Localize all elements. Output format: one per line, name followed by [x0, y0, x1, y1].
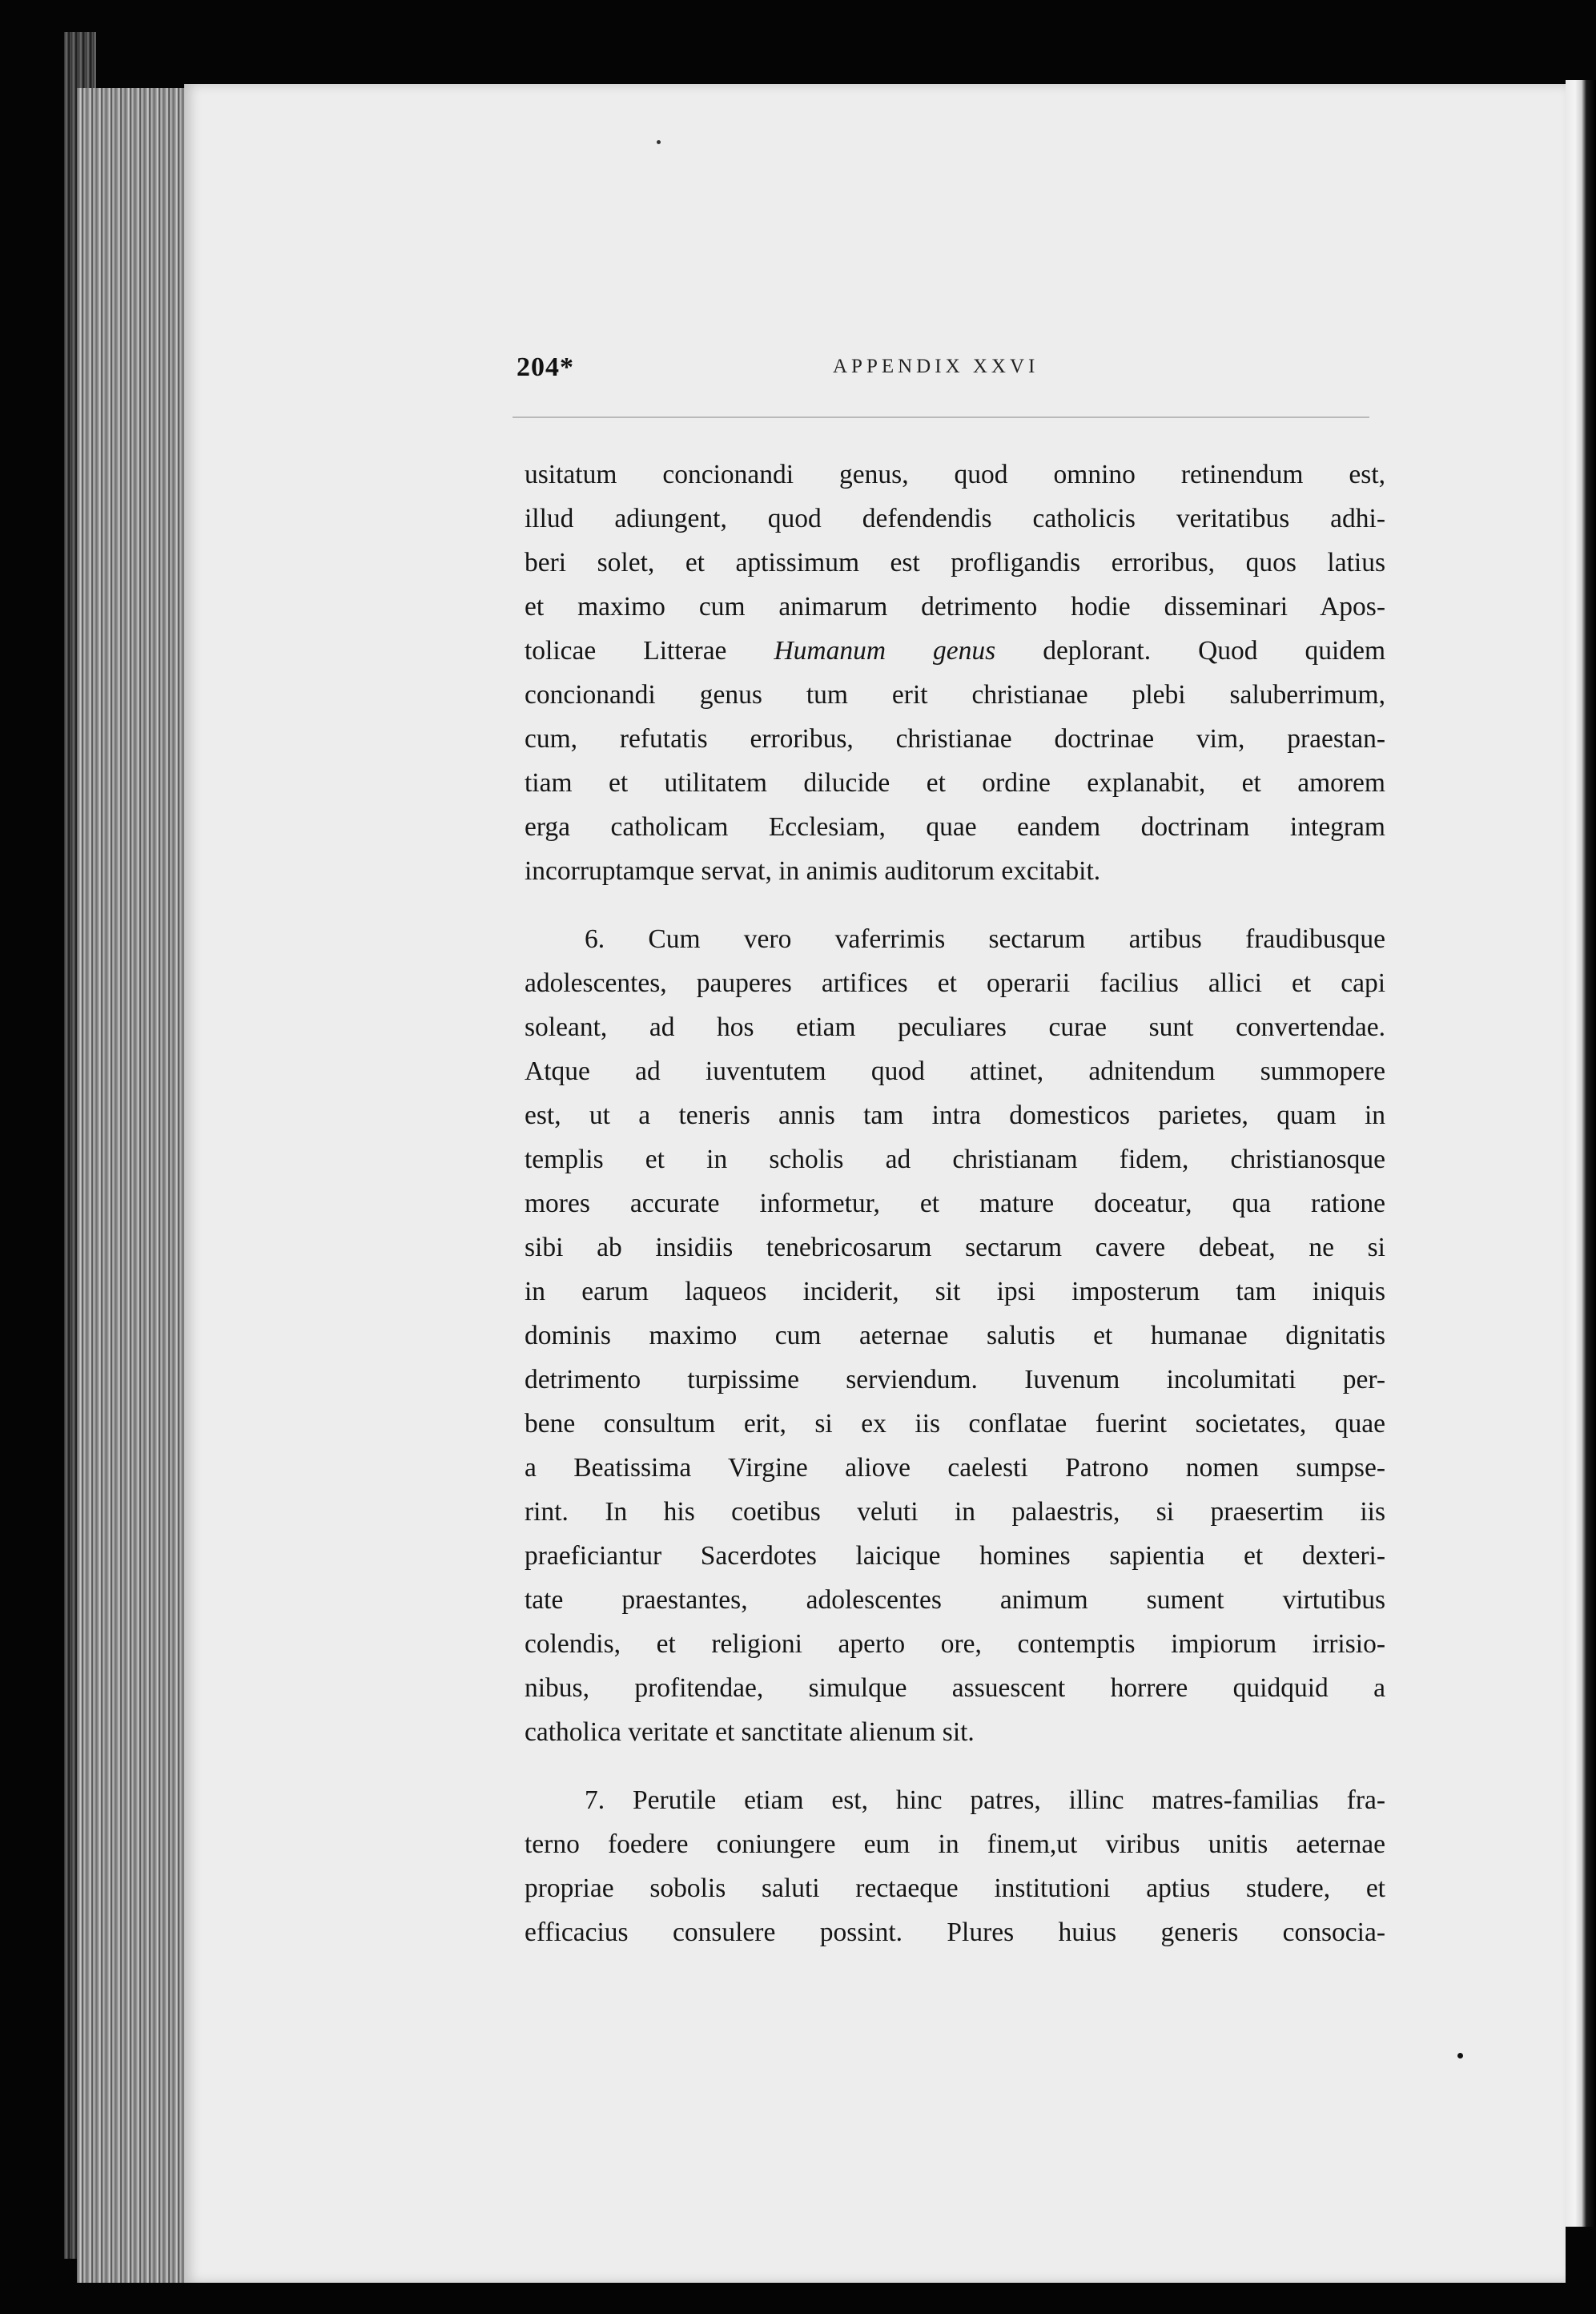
text-line: cum, refutatis erroribus, christianae doctrinae vim, praestan-: [525, 724, 1385, 754]
right-page-edge: [1566, 80, 1596, 2227]
scan-speck: [1457, 2053, 1463, 2058]
text-line: colendis, et religioni aperto ore, contemptis impiorum irrisio-: [525, 1629, 1385, 1659]
text-line: a Beatissima Virgine aliove caelesti Patrono nomen sumpse-: [525, 1453, 1385, 1483]
text-line: in earum laqueos inciderit, sit ipsi imposterum tam iniquis: [525, 1277, 1385, 1306]
text-line: dominis maximo cum aeternae salutis et humanae dignitatis: [525, 1321, 1385, 1350]
header-rule: [513, 417, 1369, 418]
text-line: est, ut a teneris annis tam intra domesticos parietes, quam in: [525, 1101, 1385, 1130]
text-line: praeficiantur Sacerdotes laicique homines sapientia et dexteri-: [525, 1541, 1385, 1571]
text-line: concionandi genus tum erit christianae plebi saluberrimum,: [525, 680, 1385, 710]
paragraph-2: [525, 917, 1385, 1754]
text-line: tate praestantes, adolescentes animum sument virtutibus: [525, 1585, 1385, 1615]
body-text: [525, 453, 1385, 1954]
text-line: detrimento turpissime serviendum. Iuvenum incolumitati per-: [525, 1365, 1385, 1394]
text-line: Atque ad iuventutem quod attinet, adnitendum summopere: [525, 1056, 1385, 1086]
text-line: templis et in scholis ad christianam fidem, christianosque: [525, 1145, 1385, 1174]
text-line: erga catholicam Ecclesiam, quae eandem doctrinam integram: [525, 812, 1385, 842]
text-line: adolescentes, pauperes artifices et operarii facilius allici et capi: [525, 968, 1385, 998]
text-line: bene consultum erit, si ex iis conflatae fuerint societates, quae: [525, 1409, 1385, 1439]
text-line: et maximo cum animarum detrimento hodie disseminari Apos-: [525, 592, 1385, 622]
page-header: [517, 352, 1373, 391]
text-line: illud adiungent, quod defendendis catholicis veritatibus adhi-: [525, 504, 1385, 533]
text-line: soleant, ad hos etiam peculiares curae sunt convertendae.: [525, 1012, 1385, 1042]
text-line: usitatum concionandi genus, quod omnino retinendum est,: [525, 460, 1385, 489]
text-line: tiam et utilitatem dilucide et ordine explanabit, et amorem: [525, 768, 1385, 798]
text-line: mores accurate informetur, et mature doceatur, qua ratione: [525, 1189, 1385, 1218]
text-line: beri solet, et aptissimum est profligandis erroribus, quos latius: [525, 548, 1385, 577]
page-number: 204*: [517, 352, 574, 382]
running-head: APPENDIX XXVI: [833, 356, 1039, 377]
text-line: catholica veritate et sanctitate alienum sit.: [525, 1717, 975, 1747]
text-line-with-italic-title: tolicae Litterae Humanum genus deplorant. Quod quidem: [525, 636, 1385, 666]
stacked-page-edges: [77, 88, 197, 2283]
text-line: incorruptamque servat, in animis auditorum excitabit.: [525, 856, 1101, 886]
text-line: 7. Perutile etiam est, hinc patres, illinc matres-familias fra-: [585, 1785, 1385, 1815]
text-line: 6. Cum vero vaferrimis sectarum artibus fraudibusque: [585, 924, 1385, 954]
scan-speck: [657, 140, 661, 144]
text-line: sibi ab insidiis tenebricosarum sectarum cavere debeat, ne si: [525, 1233, 1385, 1262]
text-line: nibus, profitendae, simulque assuescent horrere quidquid a: [525, 1673, 1385, 1703]
paragraph-3: [525, 1778, 1385, 1954]
text-line: propriae sobolis saluti rectaeque institutioni aptius studere, et: [525, 1873, 1385, 1903]
italic-title: Humanum genus: [774, 636, 996, 666]
text-line: rint. In his coetibus veluti in palaestris, si praesertim iis: [525, 1497, 1385, 1527]
text-line: terno foedere coniungere eum in finem,ut viribus unitis aeternae: [525, 1829, 1385, 1859]
paragraph-1: [525, 453, 1385, 893]
text-line: efficacius consulere possint. Plures huius generis consocia-: [525, 1918, 1385, 1947]
